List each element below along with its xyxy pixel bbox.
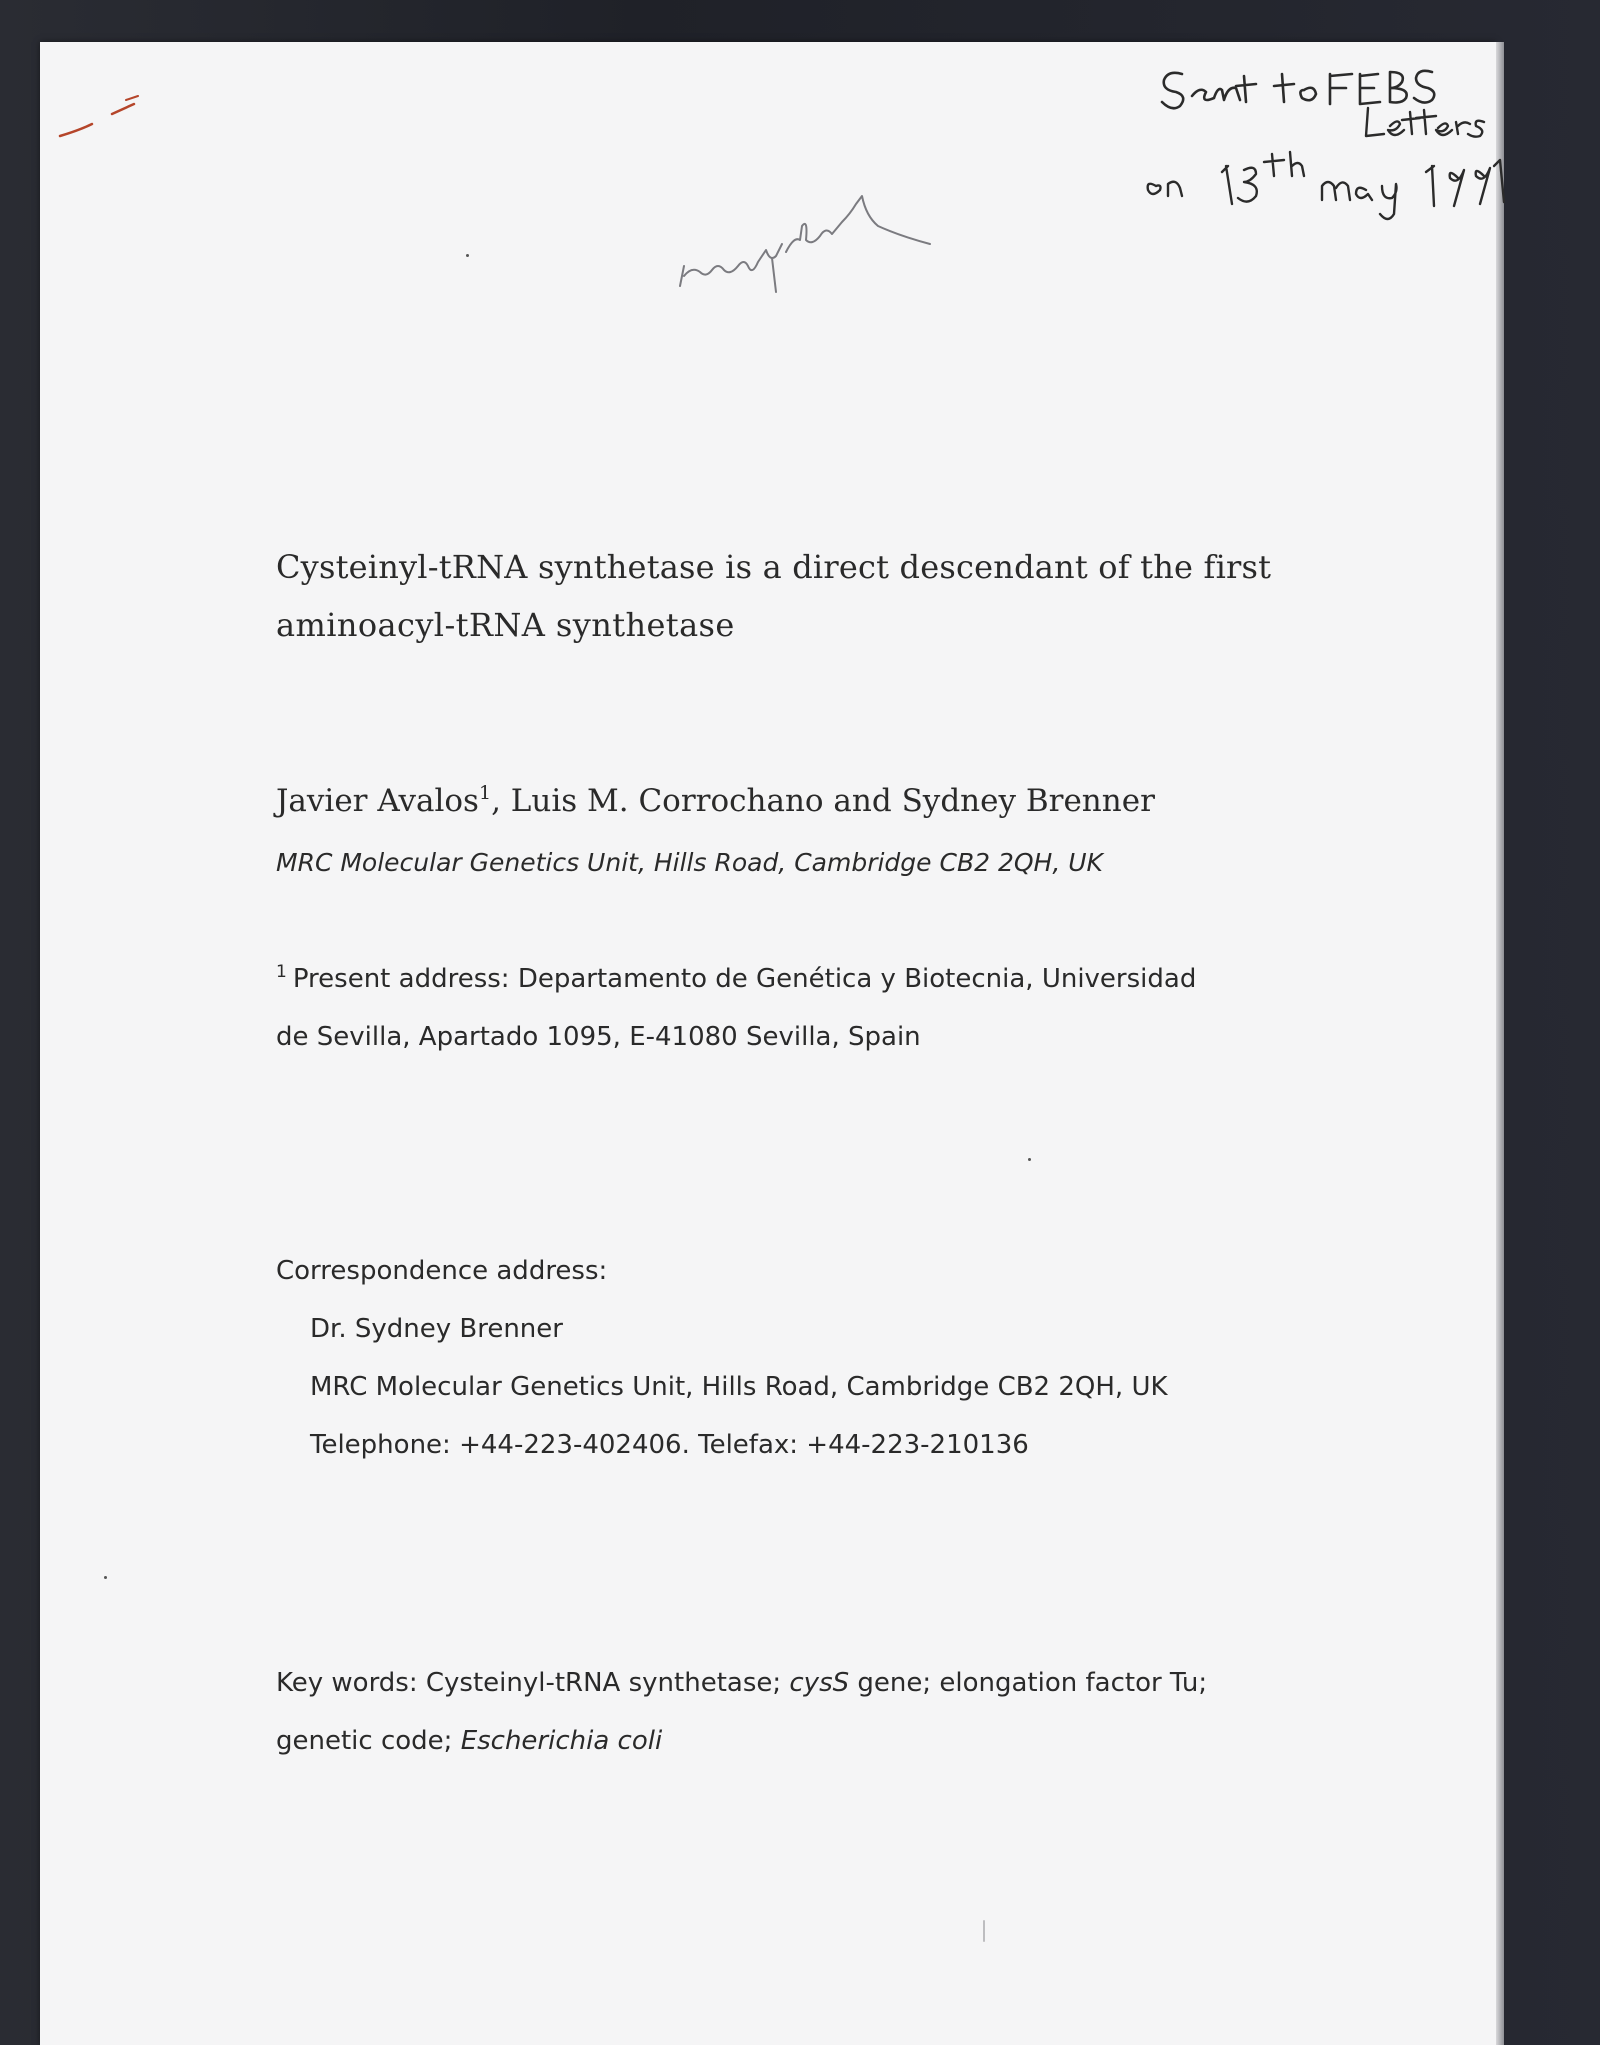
keywords-text-d: genetic code;	[276, 1726, 461, 1756]
keywords-organism: Escherichia coli	[460, 1726, 663, 1756]
author-first: Javier Avalos	[276, 783, 479, 819]
footnote-marker: 1	[478, 782, 492, 804]
correspondence-phone: Telephone: +44-223-402406. Telefax: +44-223-210136	[310, 1430, 1029, 1460]
footnote-mark: 1	[276, 962, 287, 982]
ink-note-sent-to-febs	[1148, 71, 1504, 219]
correspondence-heading: Correspondence address:	[276, 1256, 608, 1286]
keywords-gene: cysS	[789, 1668, 850, 1698]
keywords-text-a: Key words: Cysteinyl-tRNA synthetase;	[276, 1668, 790, 1698]
paper-title-line-2: aminoacyl-tRNA synthetase	[276, 606, 735, 644]
correspondence-address: MRC Molecular Genetics Unit, Hills Road, Cambridge CB2 2QH, UK	[310, 1372, 1168, 1402]
author-rest: , Luis M. Corrochano and Sydney Brenner	[491, 783, 1155, 819]
pencil-signature	[680, 196, 930, 292]
paper-title-line-1: Cysteinyl-tRNA synthetase is a direct descendant of the first	[276, 548, 1272, 586]
footnote-line-2: de Sevilla, Apartado 1095, E-41080 Sevilla, Spain	[276, 1022, 921, 1052]
affiliation: MRC Molecular Genetics Unit, Hills Road, Cambridge CB2 2QH, UK	[276, 848, 1103, 877]
correspondence-name: Dr. Sydney Brenner	[310, 1314, 563, 1344]
footnote-text-1: Present address: Departamento de Genética y Biotecnia, Universidad	[292, 964, 1197, 994]
red-ink-mark	[60, 96, 138, 136]
keywords-text-c: gene; elongation factor Tu;	[849, 1668, 1208, 1698]
